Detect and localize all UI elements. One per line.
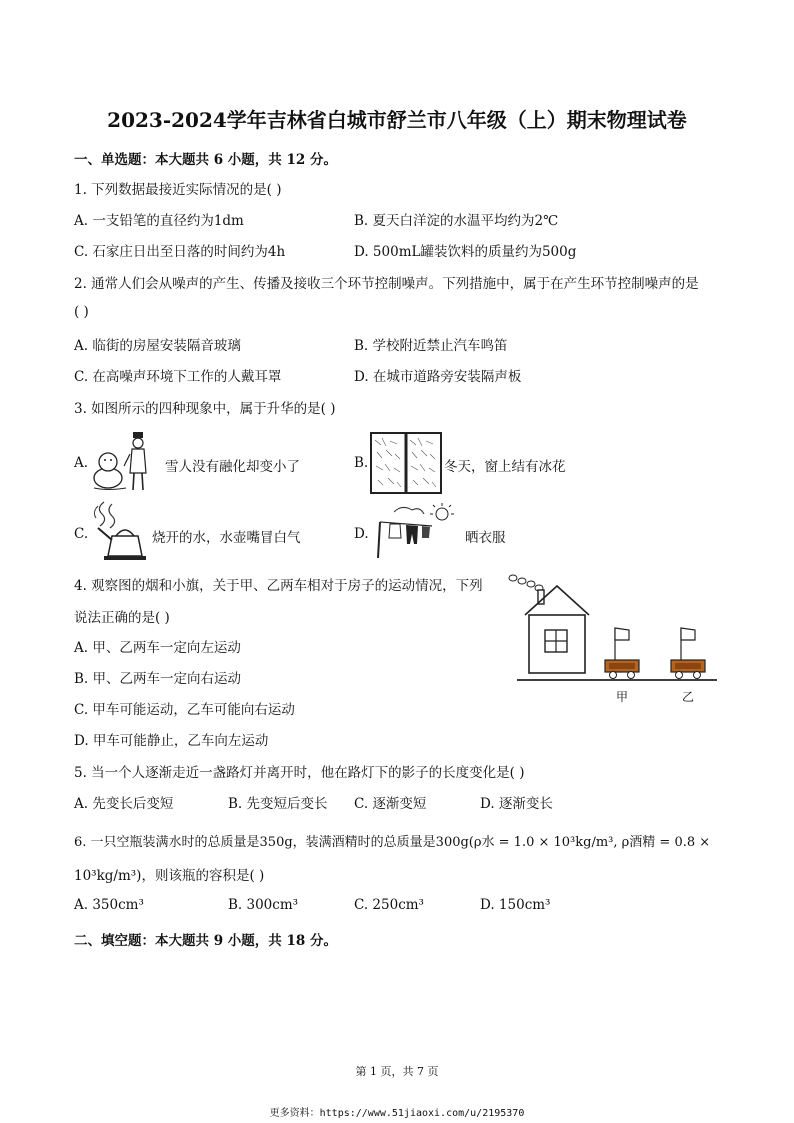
frosted-window-illustration	[370, 432, 442, 494]
cart-yi-label: 乙	[682, 690, 695, 704]
question-6-option-d: D. 150cm³	[480, 897, 551, 913]
question-2-option-c: C. 在高噪声环境下工作的人戴耳罩	[74, 369, 282, 385]
section-heading-single-choice: 一、单选题：本大题共 6 小题，共 12 分。	[74, 152, 337, 168]
question-3-option-c-letter: C.	[74, 526, 89, 542]
question-5-option-c: C. 逐渐变短	[354, 796, 427, 812]
question-4-stem: 4. 观察图的烟和小旗，关于甲、乙两车相对于房子的运动情况，下列	[74, 578, 483, 594]
question-1-stem: 1. 下列数据最接近实际情况的是( )	[74, 182, 282, 198]
question-1-option-d: D. 500mL罐装饮料的质量约为500g	[354, 244, 577, 260]
question-2-stem-continued: ( )	[74, 304, 89, 320]
section-heading-fill-in: 二、填空题：本大题共 9 小题，共 18 分。	[74, 933, 337, 949]
question-3-stem: 3. 如图所示的四种现象中，属于升华的是( )	[74, 401, 336, 417]
question-6-stem: 6. 一只空瓶装满水时的总质量是350g，装满酒精时的总质量是300g(ρ水 = 1.0 × 10³kg/m³, ρ酒精 = 0.8 ×	[74, 835, 711, 850]
question-6-stem-continued: 10³kg/m³)，则该瓶的容积是( )	[74, 868, 265, 884]
question-4-option-c: C. 甲车可能运动，乙车可能向右运动	[74, 702, 295, 718]
kettle-illustration	[90, 500, 150, 562]
drying-clothes-illustration	[372, 502, 458, 560]
question-2-option-a: A. 临街的房屋安装隔音玻璃	[74, 338, 241, 354]
question-6-option-b: B. 300cm³	[228, 897, 299, 913]
question-1-option-b: B. 夏天白洋淀的水温平均约为2℃	[354, 213, 559, 229]
question-5-option-a: A. 先变长后变短	[74, 796, 174, 812]
question-3-option-d: 晒衣服	[465, 530, 506, 546]
question-3-option-a-letter: A.	[74, 455, 89, 471]
question-3-option-a: 雪人没有融化却变小了	[165, 459, 300, 475]
page-number: 第 1 页，共 7 页	[355, 1065, 439, 1078]
question-5-stem: 5. 当一个人逐渐走近一盏路灯并离开时，他在路灯下的影子的长度变化是( )	[74, 765, 525, 781]
question-6-option-a: A. 350cm³	[74, 897, 144, 913]
question-2-stem: 2. 通常人们会从噪声的产生、传播及接收三个环节控制噪声。下列措施中，属于在产生环节控制噪声的是	[74, 276, 699, 292]
question-4-stem-continued: 说法正确的是( )	[74, 610, 170, 626]
question-1-option-a: A. 一支铅笔的直径约为1dm	[74, 213, 244, 229]
question-2-option-d: D. 在城市道路旁安装隔声板	[354, 369, 522, 385]
cart-jia-label: 甲	[616, 690, 629, 704]
question-3-option-b: 冬天，窗上结有冰花	[444, 459, 566, 475]
question-4-option-d: D. 甲车可能静止，乙车向左运动	[74, 733, 269, 749]
question-3-option-c: 烧开的水，水壶嘴冒白气	[152, 530, 301, 546]
question-4-option-b: B. 甲、乙两车一定向右运动	[74, 671, 242, 687]
snowman-illustration	[86, 428, 156, 494]
source-link[interactable]: 更多资料：https://www.51jiaoxi.com/u/2195370	[269, 1108, 525, 1119]
page-title: 2023-2024学年吉林省白城市舒兰市八年级（上）期末物理试卷	[107, 108, 687, 132]
question-2-option-b: B. 学校附近禁止汽车鸣笛	[354, 338, 508, 354]
question-3-option-d-letter: D.	[354, 526, 369, 542]
question-6-option-c: C. 250cm³	[354, 897, 424, 913]
question-5-option-b: B. 先变短后变长	[228, 796, 328, 812]
question-1-option-c: C. 石家庄日出至日落的时间约为4h	[74, 244, 286, 260]
question-3-option-b-letter: B.	[354, 455, 369, 471]
question-5-option-d: D. 逐渐变长	[480, 796, 553, 812]
question-4-option-a: A. 甲、乙两车一定向左运动	[74, 640, 241, 656]
